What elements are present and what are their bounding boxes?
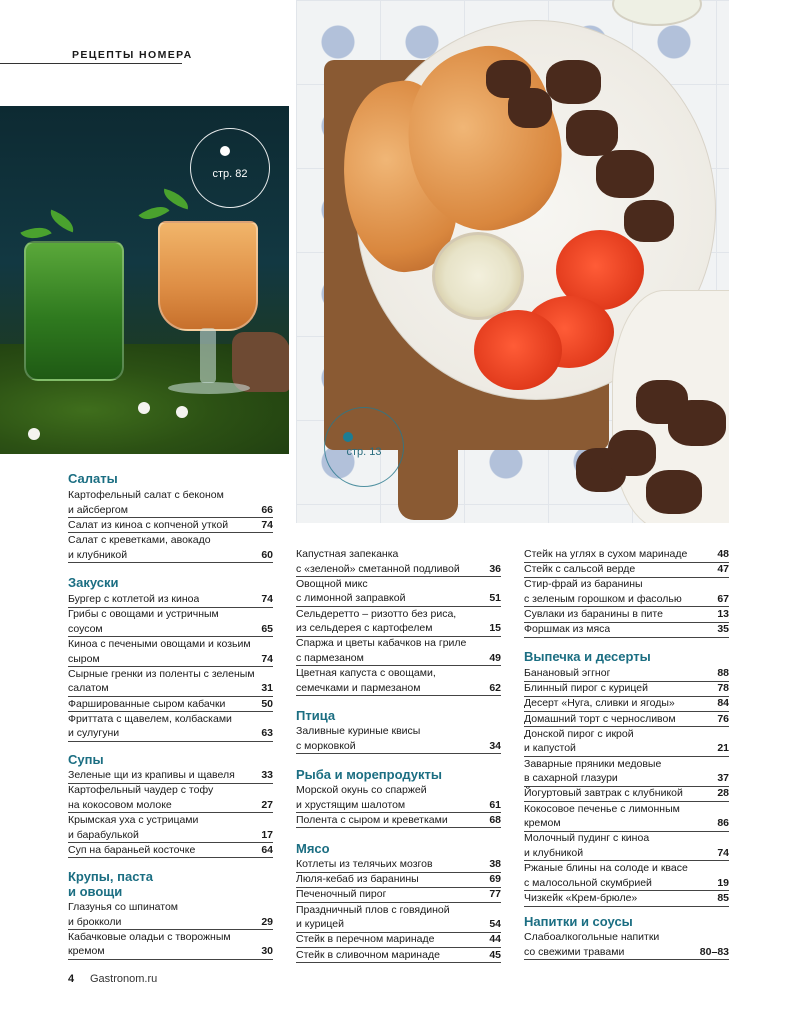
recipe-item[interactable] <box>296 636 501 666</box>
recipe-page-number: 61 <box>489 798 501 811</box>
recipe-row <box>296 798 501 814</box>
leaf-icon <box>46 210 77 233</box>
recipe-page-number: 37 <box>717 772 729 785</box>
recipe-page-number: 62 <box>489 681 501 694</box>
recipe-title-line: Сельдеретто – ризотто без риса, <box>296 607 457 620</box>
recipe-row <box>524 945 729 961</box>
recipe-item[interactable] <box>68 518 273 534</box>
recipe-title-line: Банановый эггног <box>524 667 611 679</box>
recipe-title-line: и хрустящим шалотом <box>296 798 406 811</box>
recipe-item[interactable] <box>68 592 273 608</box>
recipe-page-number: 54 <box>489 918 501 931</box>
recipe-page-number: 64 <box>261 843 273 856</box>
recipe-title-line: в сахарной глазури <box>524 772 618 785</box>
kebab-piece <box>546 60 601 104</box>
recipe-row <box>68 548 273 564</box>
recipe-row <box>296 948 501 964</box>
header-rule <box>0 63 182 64</box>
recipe-item[interactable] <box>296 547 501 577</box>
recipe-item[interactable] <box>296 872 501 888</box>
dot-icon <box>343 432 353 442</box>
section-title: Рыба и морепродукты <box>296 767 442 782</box>
kebab-piece <box>624 200 674 242</box>
recipe-row <box>296 591 501 607</box>
recipe-page-number: 31 <box>261 682 273 695</box>
tea-drink-glass <box>158 221 258 331</box>
recipe-item[interactable] <box>524 757 729 787</box>
recipe-row <box>524 771 729 787</box>
section-header: РЕЦЕПТЫ НОМЕРА <box>72 49 193 61</box>
recipe-page-number: 50 <box>261 697 273 710</box>
recipe-item[interactable] <box>296 607 501 637</box>
recipe-page-number: 49 <box>489 651 501 664</box>
recipe-row <box>68 828 273 844</box>
recipe-item[interactable] <box>68 900 273 930</box>
recipe-item[interactable] <box>524 831 729 861</box>
recipe-page-number: 27 <box>261 798 273 811</box>
recipe-item[interactable] <box>524 622 729 638</box>
recipe-title-line: Заварные пряники медовые <box>524 757 662 770</box>
recipe-title-line: Йогуртовый завтрак с клубникой <box>524 787 683 800</box>
recipe-title-line: Стир-фрай из баранины <box>524 578 643 591</box>
recipe-row <box>524 741 729 757</box>
recipe-item[interactable] <box>296 724 501 754</box>
recipe-row <box>68 592 273 608</box>
recipe-title-line: Кокосовое печенье с лимонным <box>524 802 680 815</box>
recipe-item[interactable] <box>524 891 729 907</box>
recipe-item[interactable] <box>524 930 729 960</box>
recipe-title-line: Полента с сыром и креветками <box>296 813 448 826</box>
section-title: Закуски <box>68 575 119 590</box>
recipe-row <box>68 726 273 742</box>
recipe-title-line: Сувлаки из баранины в пите <box>524 608 663 621</box>
recipe-page-number: 30 <box>261 945 273 958</box>
recipe-row <box>68 681 273 697</box>
recipe-title-line: Салат из киноа с копченой уткой <box>68 518 229 531</box>
recipe-item[interactable] <box>296 783 501 813</box>
recipe-item[interactable] <box>68 697 273 713</box>
recipe-title-line: Фаршированные сыром кабачки <box>68 697 226 710</box>
recipe-row <box>68 798 273 814</box>
recipe-row <box>68 652 273 668</box>
recipe-title-line: Печеночный пирог <box>296 888 387 901</box>
recipe-item[interactable] <box>68 607 273 637</box>
kebab-piece <box>646 470 702 514</box>
recipe-title-line: из сельдерея с картофелем <box>296 622 433 635</box>
recipe-page-number: 84 <box>717 697 729 710</box>
recipe-item[interactable] <box>296 948 501 964</box>
recipe-row <box>68 843 273 859</box>
recipe-item[interactable] <box>524 727 729 757</box>
recipe-item[interactable] <box>524 696 729 712</box>
recipe-title-line: Молочный пудинг с киноа <box>524 832 650 845</box>
recipe-item[interactable] <box>524 802 729 832</box>
recipe-item[interactable] <box>524 786 729 802</box>
recipe-page-number: 74 <box>717 846 729 859</box>
page-number: 4 <box>68 973 75 985</box>
recipe-row <box>296 857 501 873</box>
recipe-title-line: Овощной микс <box>296 577 368 590</box>
recipe-page-number: 17 <box>261 828 273 841</box>
recipe-title-line: Картофельный салат с беконом <box>68 489 224 501</box>
recipe-title-line: Сырные гренки из поленты с зеленым <box>68 667 255 680</box>
recipe-row <box>524 876 729 892</box>
recipe-item[interactable] <box>296 813 501 829</box>
recipe-page-number: 44 <box>489 933 501 946</box>
recipe-item[interactable] <box>524 666 729 682</box>
recipe-page-number: 78 <box>717 682 729 695</box>
recipe-page-number: 74 <box>261 518 273 531</box>
recipe-page-number: 19 <box>717 876 729 889</box>
recipe-page-number: 45 <box>489 948 501 961</box>
recipe-title-line: Блинный пирог с курицей <box>524 682 648 695</box>
recipe-row <box>524 666 729 682</box>
recipe-page-number: 33 <box>261 769 273 781</box>
recipe-title-line: салатом <box>68 682 109 695</box>
recipe-title-line: Фриттата с щавелем, колбасками <box>68 712 232 725</box>
recipe-page-number: 88 <box>717 667 729 679</box>
recipe-row <box>524 696 729 712</box>
recipe-page-number: 29 <box>261 915 273 928</box>
recipe-title-line: кремом <box>68 945 105 958</box>
recipe-item[interactable] <box>296 903 501 933</box>
recipe-page-number: 36 <box>489 562 501 575</box>
site-name: Gastronom.ru <box>90 973 158 985</box>
recipe-row <box>296 739 501 755</box>
recipe-row <box>524 816 729 832</box>
recipe-item[interactable] <box>68 667 273 697</box>
kebab-piece <box>566 110 618 156</box>
recipe-row <box>68 697 273 713</box>
recipe-item[interactable] <box>296 577 501 607</box>
recipe-item[interactable] <box>68 930 273 960</box>
page-badge-drinks[interactable] <box>190 128 270 208</box>
recipe-title-line: Стейк в сливочном маринаде <box>296 948 440 961</box>
recipe-row <box>296 562 501 578</box>
recipe-item[interactable] <box>68 637 273 667</box>
kebab-piece <box>668 400 726 446</box>
tomato-slice <box>474 310 562 390</box>
recipe-row <box>524 547 729 563</box>
recipe-page-number: 15 <box>489 622 501 635</box>
recipe-item[interactable] <box>68 813 273 843</box>
recipe-row <box>68 503 273 519</box>
recipe-item[interactable] <box>68 768 273 784</box>
recipe-page-number: 13 <box>717 608 729 621</box>
page-badge-food[interactable] <box>324 407 404 487</box>
kebab-piece <box>508 88 552 128</box>
recipe-row <box>524 712 729 728</box>
recipe-title-line: Зеленые щи из крапивы и щавеля <box>68 769 235 781</box>
recipe-title-line: Котлеты из телячьих мозгов <box>296 858 433 870</box>
recipe-page-number: 67 <box>717 592 729 605</box>
recipe-item[interactable] <box>524 861 729 891</box>
recipe-row <box>524 846 729 862</box>
recipe-page-number: 68 <box>489 813 501 826</box>
recipe-row <box>524 622 729 638</box>
recipe-title-line: и курицей <box>296 918 344 931</box>
recipe-row <box>296 621 501 637</box>
section-title: Выпечка и десерты <box>524 649 651 664</box>
recipe-title-line: и барабулькой <box>68 828 139 841</box>
recipe-item[interactable] <box>68 488 273 518</box>
recipe-item[interactable] <box>296 666 501 696</box>
recipe-page-number: 60 <box>261 548 273 561</box>
bark <box>232 332 289 392</box>
section-title: Супы <box>68 752 104 767</box>
recipe-row <box>296 651 501 667</box>
recipe-title-line: Праздничный плов с говядиной <box>296 903 450 916</box>
cutting-board-handle <box>398 430 458 520</box>
recipe-title-line: кремом <box>524 817 561 830</box>
recipe-title-line: Десерт «Нуга, сливки и ягоды» <box>524 697 675 710</box>
recipe-item[interactable] <box>524 681 729 697</box>
recipe-item[interactable] <box>524 547 729 563</box>
recipe-row <box>296 917 501 933</box>
recipe-page-number: 65 <box>261 622 273 635</box>
recipe-title-line: Слабоалкогольные напитки <box>524 931 660 943</box>
recipe-title-line: и брокколи <box>68 915 122 928</box>
recipe-title-line: Чизкейк «Крем-брюле» <box>524 892 638 904</box>
recipe-title-line: со свежими травами <box>524 945 625 958</box>
section-title: Напитки и соусы <box>524 914 633 929</box>
recipe-title-line: с «зеленой» сметанной подливой <box>296 562 460 575</box>
recipe-row <box>524 592 729 608</box>
recipe-title-line: с пармезаном <box>296 651 364 664</box>
recipe-title-line: Суп на бараньей косточке <box>68 843 196 856</box>
recipe-title-line: Киноа с печеными овощами и козьим <box>68 638 251 650</box>
recipe-row <box>296 932 501 948</box>
recipe-title-line: Морской окунь со спаржей <box>296 784 427 796</box>
recipe-page-number: 80–83 <box>699 945 729 958</box>
recipe-row <box>68 915 273 931</box>
recipe-row <box>296 813 501 829</box>
recipe-title-line: Картофельный чаудер с тофу <box>68 784 214 797</box>
recipe-title-line: Глазунья со шпинатом <box>68 901 179 913</box>
recipe-title-line: и клубникой <box>68 548 128 561</box>
flower-icon <box>28 428 40 440</box>
recipe-title-line: с зеленым горошком и фасолью <box>524 592 682 605</box>
recipe-title-line: Домашний торт с черносливом <box>524 712 676 725</box>
recipe-row <box>524 607 729 623</box>
page-badge-label: стр. 13 <box>346 446 382 458</box>
recipe-title-line: Капустная запеканка <box>296 548 399 560</box>
recipe-title-line: Крымская уха с устрицами <box>68 814 199 826</box>
recipe-title-line: семечками и пармезаном <box>296 681 421 694</box>
recipe-title-line: Донской пирог с икрой <box>524 727 634 740</box>
recipe-row <box>296 872 501 888</box>
recipe-page-number: 69 <box>489 873 501 886</box>
recipe-row <box>524 681 729 697</box>
recipe-title-line: Ржаные блины на солоде и квасе <box>524 862 688 875</box>
recipe-item[interactable] <box>68 533 273 563</box>
recipe-title-line: с малосольной скумбрией <box>524 876 652 889</box>
recipe-title-line: Заливные куриные квисы <box>296 725 421 737</box>
flower-icon <box>176 406 188 418</box>
recipe-title-line: и сулугуни <box>68 727 120 740</box>
recipe-title-line: Кабачковые оладьи с творожным <box>68 930 231 943</box>
recipe-page-number: 47 <box>717 563 729 576</box>
recipe-page-number: 51 <box>489 592 501 605</box>
section-title: Салаты <box>68 471 118 486</box>
recipe-title-line: сыром <box>68 652 100 665</box>
leaf-icon <box>161 189 192 210</box>
recipe-item[interactable] <box>296 857 501 873</box>
recipe-title-line: Стейк на углях в сухом маринаде <box>524 548 688 560</box>
recipe-row <box>296 681 501 697</box>
recipe-title-line: Люля-кебаб из баранины <box>296 873 419 886</box>
recipe-item[interactable] <box>68 783 273 813</box>
dot-icon <box>220 146 230 156</box>
recipe-title-line: Салат с креветками, авокадо <box>68 534 211 546</box>
recipe-title-line: и айсбергом <box>68 503 128 516</box>
recipe-row <box>68 944 273 960</box>
recipe-title-line: Бургер с котлетой из киноа <box>68 593 200 605</box>
sauce-cup <box>432 232 524 320</box>
recipe-page-number: 48 <box>717 548 729 560</box>
recipe-title-line: на кокосовом молоке <box>68 798 172 811</box>
recipe-row <box>524 562 729 578</box>
section-title: Мясо <box>296 841 330 856</box>
recipe-title-line: с морковкой <box>296 739 356 752</box>
section-title: и овощи <box>68 884 123 899</box>
recipe-page-number: 74 <box>261 652 273 665</box>
recipe-title-line: Грибы с овощами и устричным <box>68 608 219 621</box>
recipe-title-line: Спаржа и цветы кабачков на гриле <box>296 637 467 650</box>
recipe-page-number: 66 <box>261 503 273 516</box>
page-badge-label: стр. 82 <box>212 168 248 180</box>
recipe-page-number: 28 <box>717 787 729 800</box>
recipe-item[interactable] <box>524 607 729 623</box>
kebab-piece <box>608 430 656 476</box>
recipe-item[interactable] <box>524 562 729 578</box>
section-title: Крупы, паста <box>68 869 154 884</box>
kebab-piece <box>596 150 654 198</box>
recipe-page-number: 21 <box>717 742 729 755</box>
recipe-title-line: с лимонной заправкой <box>296 592 406 605</box>
recipe-title-line: и клубникой <box>524 846 584 859</box>
recipe-title-line: и капустой <box>524 742 576 755</box>
recipe-item[interactable] <box>296 887 501 903</box>
recipe-item[interactable] <box>296 932 501 948</box>
flower-icon <box>138 402 150 414</box>
recipe-row <box>68 518 273 534</box>
recipe-row <box>68 768 273 784</box>
recipe-page-number: 76 <box>717 712 729 725</box>
recipe-item[interactable] <box>68 712 273 742</box>
recipe-page-number: 38 <box>489 858 501 870</box>
recipe-title-line: соусом <box>68 622 103 635</box>
glass-stem <box>200 328 216 383</box>
recipe-page-number: 74 <box>261 593 273 605</box>
recipe-page-number: 63 <box>261 727 273 740</box>
green-drink-glass <box>24 241 124 381</box>
glass-foot <box>168 382 250 394</box>
recipe-item[interactable] <box>524 577 729 607</box>
recipe-item[interactable] <box>68 843 273 859</box>
recipe-row <box>524 891 729 907</box>
recipe-page-number: 86 <box>717 817 729 830</box>
recipe-page-number: 77 <box>489 888 501 901</box>
recipe-item[interactable] <box>524 712 729 728</box>
recipe-title-line: Форшмак из мяса <box>524 623 611 636</box>
recipe-title-line: Стейк в перечном маринаде <box>296 933 435 946</box>
recipe-page-number: 35 <box>717 623 729 636</box>
recipe-title-line: Стейк с сальсой верде <box>524 563 636 576</box>
recipe-page-number: 34 <box>489 739 501 752</box>
recipe-page-number: 85 <box>717 892 729 904</box>
recipe-row <box>524 786 729 802</box>
recipe-row <box>68 622 273 638</box>
recipe-row <box>296 887 501 903</box>
section-title: Птица <box>296 708 336 723</box>
recipe-title-line: Цветная капуста с овощами, <box>296 667 436 680</box>
